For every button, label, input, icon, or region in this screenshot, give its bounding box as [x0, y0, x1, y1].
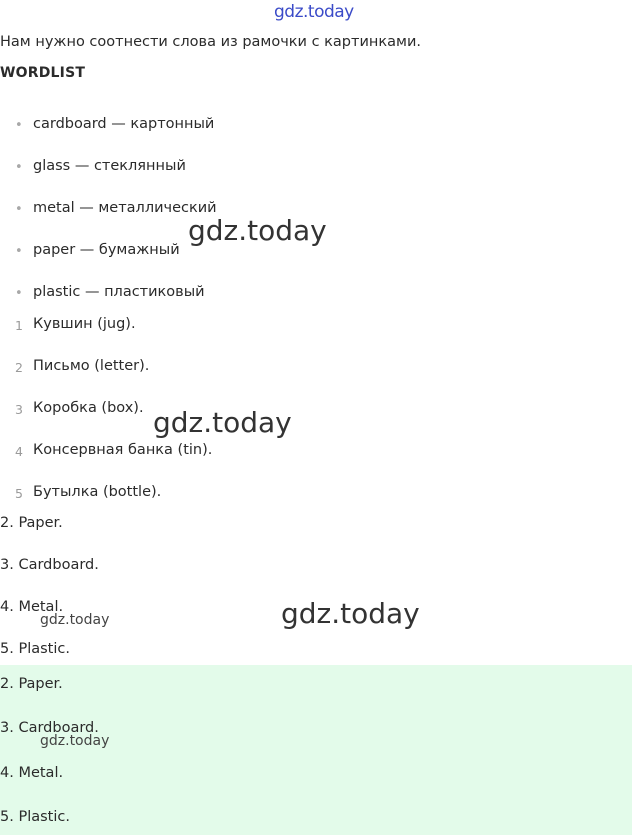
answer-line: 3. Cardboard. — [0, 557, 99, 573]
answer-line: 4. Metal. — [0, 599, 64, 615]
list-number: 2 — [15, 360, 23, 375]
site-logo[interactable]: gdz.today — [274, 2, 354, 22]
watermark: gdz.today — [40, 733, 110, 749]
wordlist-item: glass — стеклянный — [33, 158, 186, 174]
picture-label: Консервная банка (tin). — [33, 442, 213, 458]
picture-label: Коробка (box). — [33, 400, 144, 416]
watermark: gdz.today — [188, 214, 327, 247]
watermark: gdz.today — [40, 612, 110, 628]
watermark: gdz.today — [153, 406, 292, 439]
highlighted-answer: 2. Paper. — [0, 676, 63, 692]
wordlist-item: cardboard — картонный — [33, 116, 215, 132]
highlighted-answer: 3. Cardboard. — [0, 720, 99, 736]
list-number: 5 — [15, 486, 23, 501]
bullet-icon: • — [15, 286, 23, 301]
wordlist-item: paper — бумажный — [33, 242, 180, 258]
picture-label: Письмо (letter). — [33, 358, 150, 374]
answer-line: 5. Plastic. — [0, 641, 70, 657]
wordlist-item: plastic — пластиковый — [33, 284, 205, 300]
watermark: gdz.today — [281, 597, 420, 630]
picture-label: Кувшин (jug). — [33, 316, 136, 332]
wordlist-item: metal — металлический — [33, 200, 217, 216]
list-number: 4 — [15, 444, 23, 459]
bullet-icon: • — [15, 244, 23, 259]
highlighted-answer: 5. Plastic. — [0, 809, 70, 825]
list-number: 3 — [15, 402, 23, 417]
bullet-icon: • — [15, 160, 23, 175]
task-intro: Нам нужно соотнести слова из рамочки с картинками. — [0, 34, 421, 50]
picture-label: Бутылка (bottle). — [33, 484, 162, 500]
answer-line: 2. Paper. — [0, 515, 63, 531]
bullet-icon: • — [15, 202, 23, 217]
wordlist-heading: WORDLIST — [0, 65, 86, 81]
answer-panel — [0, 665, 632, 835]
list-number: 1 — [15, 318, 23, 333]
highlighted-answer: 4. Metal. — [0, 765, 64, 781]
bullet-icon: • — [15, 118, 23, 133]
